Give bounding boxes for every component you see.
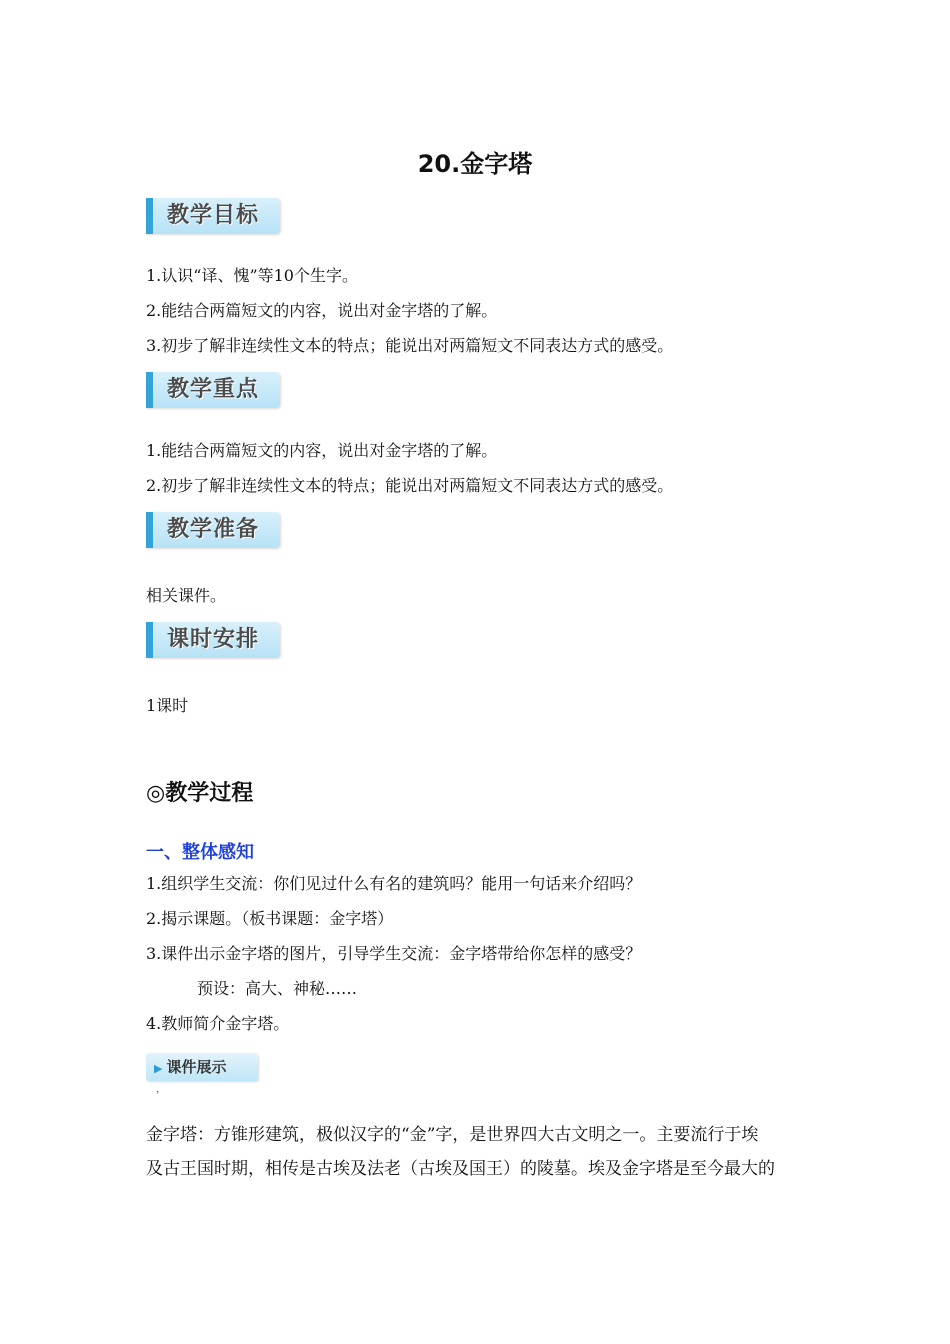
process-item: 1.组织学生交流：你们见过什么有名的建筑吗？能用一句话来介绍吗？ (146, 874, 642, 893)
courseware-tag (146, 1053, 258, 1081)
section-tag-preparation: 教学准备 (146, 512, 280, 548)
process-item: 3.课件出示金字塔的图片，引导学生交流：金字塔带给你怎样的感受？ (146, 944, 642, 963)
courseware-label: 课件展示 (166, 1058, 227, 1076)
part1-heading: 一、整体感知 (146, 842, 254, 863)
preparation-text: 相关课件。 (146, 586, 227, 605)
courseware-text-line: 金字塔：方锥形建筑，极似汉字的“金”字，是世界四大古文明之一。主要流行于埃 (146, 1125, 759, 1145)
section-tag-schedule: 课时安排 (146, 622, 280, 658)
courseware-text-line: 及古王国时期，相传是古埃及法老（古埃及国王）的陵墓。埃及金字塔是至今最大的 (146, 1159, 775, 1179)
section-tag-objectives: 教学目标 (146, 198, 280, 234)
process-preset: 预设：高大、神秘…… (197, 979, 358, 998)
section-tag-key-points: 教学重点 (146, 372, 280, 408)
objective-item: 3.初步了解非连续性文本的特点；能说出对两篇短文不同表达方式的感受。 (146, 336, 674, 355)
objective-item: 2.能结合两篇短文的内容，说出对金字塔的了解。 (146, 301, 498, 320)
process-item: 4.教师简介金字塔。 (146, 1014, 290, 1033)
page-title: 20.金字塔 (417, 150, 533, 178)
courseware-mark: ， (156, 1084, 166, 1095)
process-heading: ◎教学过程 (146, 781, 254, 806)
key-point-item: 1.能结合两篇短文的内容，说出对金字塔的了解。 (146, 441, 498, 460)
objective-item: 1.认识“译、愧”等10个生字。 (146, 266, 358, 285)
play-triangle-icon: ▶ (154, 1062, 163, 1075)
schedule-text: 1课时 (146, 696, 189, 715)
process-item: 2.揭示课题。（板书课题：金字塔） (146, 909, 394, 928)
key-point-item: 2.初步了解非连续性文本的特点；能说出对两篇短文不同表达方式的感受。 (146, 476, 674, 495)
